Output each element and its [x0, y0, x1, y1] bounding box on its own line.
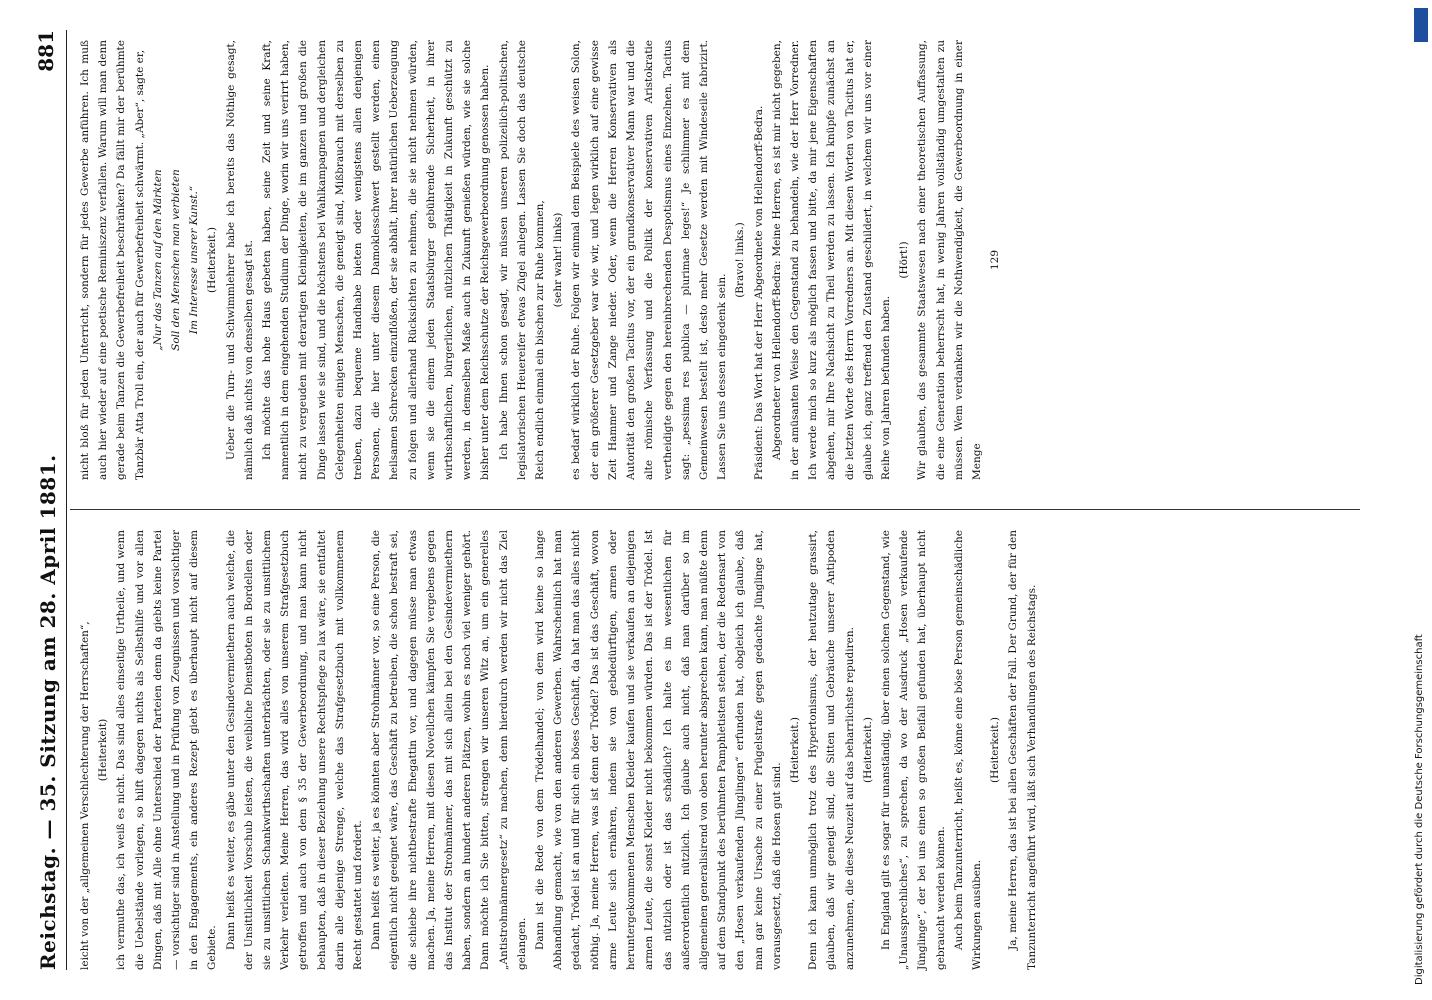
- left-column-paragraph: Ja, meine Herren, das ist bei allen Geschäften der Fall. Der Grund, der für den Tanzunterricht angeführt wird, läßt sich Verhandlungen des Reichstags.: [1007, 530, 1038, 970]
- left-column-paragraph: Dann ist die Rede von dem Trödelhandel; von dem wird keine so lange Abhandlung gemacht, wie von den anderen Gewerben. Wahrscheinlich hat man gedacht, Trödel ist an und für sich ein böses Geschäft, da hat man das alles nicht nöthig. Ja, meine Herren, was ist denn der Trödel? Das ist das Geschäft, wovon arme Leute sich ernähren, indem sie von gebdedürftigen, armen oder heruntergekommenen Menschen Kleider kaufen und sie verkaufen an diejenigen armen Leute, die sonst Kleider nicht bekommen würden. Das ist der Trödel. Ist das nützlich oder ist das schädlich? Ich halte es im wesentlichen für außerordentlich nützlich. Ich glaube auch nicht, daß man darüber so im allgemeinen generalisirend von oben herunter absprechen kann, man müßte denn auf dem Standpunkt des berühmten Pamphletisten stehen, der die Redensart von den „Hosen verkaufenden Jünglingen“ erfunden hat, obgleich ich glaube, daß man gar keine Ursache zu einer Prügelstrafe gegen gedachte Jünglinge hat, vorausgesetzt, daß die Hosen gut sind.: [534, 530, 783, 970]
- header-title: Reichstag. — 35. Sitzung am 28. April 1881.: [36, 454, 60, 970]
- left-column-paragraph: Auch beim Tanzunterricht, heißt es, könne eine böse Person gemeinschädliche Wirkungen ausüben.: [952, 530, 983, 970]
- left-column-paragraph: ich vermuthe das, ich weiß es nicht. Das sind alles einseitige Urtheile, und wenn die Uebelstände vorliegen, so hilft dagegen nichts als Selbsthilfe und vor allen Dingen, daß mit Alle ohne Unterschied der Parteien denn da giebts keine Partei — vorsichtiger sind in Anstellung und in Prüfung von Zeugnissen und vorsichtiger in den Engagements, ein anderes Rezept giebt es überhaupt nicht auf diesem Gebiete.: [115, 530, 219, 970]
- page-number: 881: [34, 30, 58, 72]
- right-column-paragraph: Ueber die Turn- und Schwimmlehrer habe ich bereits das Nöthige gesagt, nämlich daß nichts von denselben gesagt ist.: [224, 40, 255, 480]
- left-column-paragraph: Dann heißt es weiter, es gäbe unter den Gesindevermiethern auch welche, die der Unsittlichkeit Vorschub leisten, die weibliche Dienstboten in Bordellen oder sie zu unsittlichen Schankwirthschaften unterbrächten, oder sie zu unsittlichem Verkehr verleiten. Meine Herren, das wird alles von unserem Strafgesetzbuch getroffen und auch von dem § 35 der Gewerbeordnung, und man kann nicht behaupten, daß in dieser Beziehung unsere Rechtspflege zu lax wäre, sie entfaltet darin alle diejenige Strenge, welche das Strafgesetzbuch mit vollkommenem Recht gestattet und fordert.: [224, 530, 365, 970]
- right-column-paragraph: 129: [989, 249, 1002, 271]
- right-column-paragraph: „Nur das Tanzen auf den Märkten: [151, 169, 164, 351]
- dfg-logo-icon: [1414, 8, 1428, 42]
- digitization-note: Digitalisierung gefördert durch die Deutsche Forschungsgemeinschaft: [1414, 634, 1425, 985]
- left-column-paragraph: In England gilt es sogar für unanständig, über einen solchen Gegenstand, wie „Unaussprechliches“, zu sprechen, da wo der Ausdruck „Hosen verkaufende Jünglinge“, der bei uns einen so großen Beifall gefunden hat, überhaupt nicht gebraucht werden können.: [879, 530, 947, 970]
- left-column-paragraph: Dann heißt es weiter, ja es könnten aber Strohmänner vor, so eine Person, die eigentlich nicht geeignet wäre, das Geschäft zu betreiben, die schon bestraft sei, die schiebe ihre nichtbestrafte Ehegattin vor, und dagegen müsse man etwas machen. Ja, meine Herren, mit diesen Novellchen kämpfen Sie vergebens gegen das Institut der Strohmänner, das mit sich allein bei den Gesindevermiethern haben, sondern an hundert anderen Plätzen, wohin es noch viel weniger gehört. Dann möchte ich Sie bitten, strengen wir unseren Witz an, um ein generelles „Antistrohmännergesetz“ zu machen, denn hierdurch werden wir nicht das Ziel gelangen.: [370, 530, 528, 970]
- left-column-paragraph: (Heiterkeit.): [989, 717, 1002, 783]
- header-rule: [66, 30, 67, 970]
- left-column: [76, 530, 1041, 970]
- right-column-paragraph: es bedarf wirklich der Ruhe. Folgen wir einmal dem Beispiele des weisen Solon, der ein größerer Gesetzgeber war wie wir, und legen wirklich auf eine gewisse Zeit Hammer und Zange nieder. Oder, wenn die Herren Konservativen als Autorität den großen Tacitus vor, der ein grundkonservativer Mann war und die alte römische Verfassung und die Politik der konservativen Aristokratie vertheidigte gegen den hereinbrechenden Despotismus eines Einzelnen. Tacitus sagt: „pessima res publica — plurimae leges!“ Je schlimmer es mit dem Gemeinwesen bestellt ist, desto mehr Gesetze werden mit Windeseile fabrizirt. Lassen Sie uns dessen eingedenk sein.: [570, 40, 729, 480]
- right-column-paragraph: Soll den Menschen man verbieten: [170, 169, 183, 351]
- right-column: [76, 40, 1004, 480]
- page-header: [28, 30, 68, 970]
- right-column-paragraph: (Bravo! links.): [734, 222, 747, 298]
- right-column-paragraph: Abgeordneter von Hellendorff-Bedra: Meine Herren, es ist mir nicht gegeben, in der amüsanten Weise den Gegenstand zu behandeln, wie der Herr Vorredner. Ich werde mich so kurz als möglich fassen und bitte, da mir jene Eigenschaften abgehen, mir Ihre Nachsicht zu Theil werden zu lassen. Ich knüpfe zunächst an die letzten Worte des Herrn Vorredners an. Mit diesen Worten von Tacitus hat er, glaube ich, ganz treffend den Zustand geschildert, in welchem wir uns vor einer Reihe von Jahren befunden haben.: [770, 40, 892, 480]
- right-column-paragraph: (Heiterkeit.): [206, 227, 219, 293]
- left-column-paragraph: leicht von der „allgemeinen Verschlechterung der Herrschaften“,: [79, 621, 91, 970]
- right-column-paragraph: Präsident: Das Wort hat der Herr Abgeordnete von Hellendorff-Bedra.: [752, 105, 765, 480]
- left-column-paragraph: (Heiterkeit.): [788, 717, 801, 783]
- right-column-paragraph: Ich habe Ihnen schon gesagt, wir müssen unseren polizeilich-politischen, legislatorischen Heuereifer etwas Zügel anlegen. Lassen Sie doch das deutsche Reich endlich einmal ein bischen zur Ruhe kommen,: [497, 40, 547, 480]
- column-divider: [70, 509, 1360, 510]
- right-column-paragraph: Im Interesse unsrer Kunst.“: [188, 185, 201, 335]
- right-column-paragraph: Wir glaubten, das gesammte Staatswesen nach einer theoretischen Auffassung, die eine Generation beherrscht hat, in wenig Jahren vollständig umgestalten zu müssen. Wem verdanken wir die Nothwendigkeit, die Gewerbeordnung in einer Menge: [916, 40, 983, 480]
- right-column-paragraph: nicht bloß für jeden Unterricht, sondern für jedes Gewerbe anführen. Ich muß auch hier wieder auf eine poetische Reminiszenz verfallen. Warum will man denn gerade beim Tanzen die Gewerbefreiheit beschränken? Da fällt mir der berühmte Tanzbär Atta Troll ein, der auch für Gewerbefreiheit schwärmt. „Aber“, sagte er,: [79, 40, 146, 480]
- right-column-paragraph: (Hört!): [898, 241, 911, 279]
- left-column-paragraph: (Heiterkeit.): [861, 717, 874, 783]
- left-column-paragraph: Denn ich kann unmöglich trotz des Hypertonismus, der heutzutage grassirt, glauben, daß wir geneigt sind, die Sitten und Gebräuche unserer Antipoden anzunehmen, die diese Neuzeit auf das beharrlichste repudiren.: [807, 530, 856, 970]
- left-column-paragraph: (Heiterkeit): [97, 718, 110, 782]
- right-column-paragraph: (sehr wahr! links): [552, 212, 565, 308]
- right-column-paragraph: Ich möchte das hohe Haus gebeten haben, seine Zeit und seine Kraft, namentlich in dem eingehenden Studium der Dinge, worin wir uns verirrt haben, nicht zu vergeuden mit derartigen Kleinigkeiten, die im ganzen und großen die Dinge lassen wie sie sind, und die höchstens bei Wahlkampagnen und dergleichen Gelegenheiten einigen Menschen, die geneigt sind, Mißbrauch mit derselben zu treiben, dazu bequeme Handhabe bieten oder wenigstens allen denjenigen Personen, die hier unter diesem Damoklesschwert gestellt werden, einen heilsamen Schrecken einzuflößen, der sie abhält, ihrer natürlichen Ueberzeugung zu folgen und allerhand Rücksichten zu nehmen, die sie nicht nehmen würden, wenn sie die einem jeden Staatsbürger gebührende Sicherheit, in ihrer wirthschaftlichen, bürgerlichen, nützlichen Thätigkeit in Zukunft geschützt zu werden, in demselben Maße auch in Zukunft genießen würden, wie sie solche bisher unter dem Reichsschutze der Reichsgewerbeordnung genossen haben.: [261, 40, 492, 480]
